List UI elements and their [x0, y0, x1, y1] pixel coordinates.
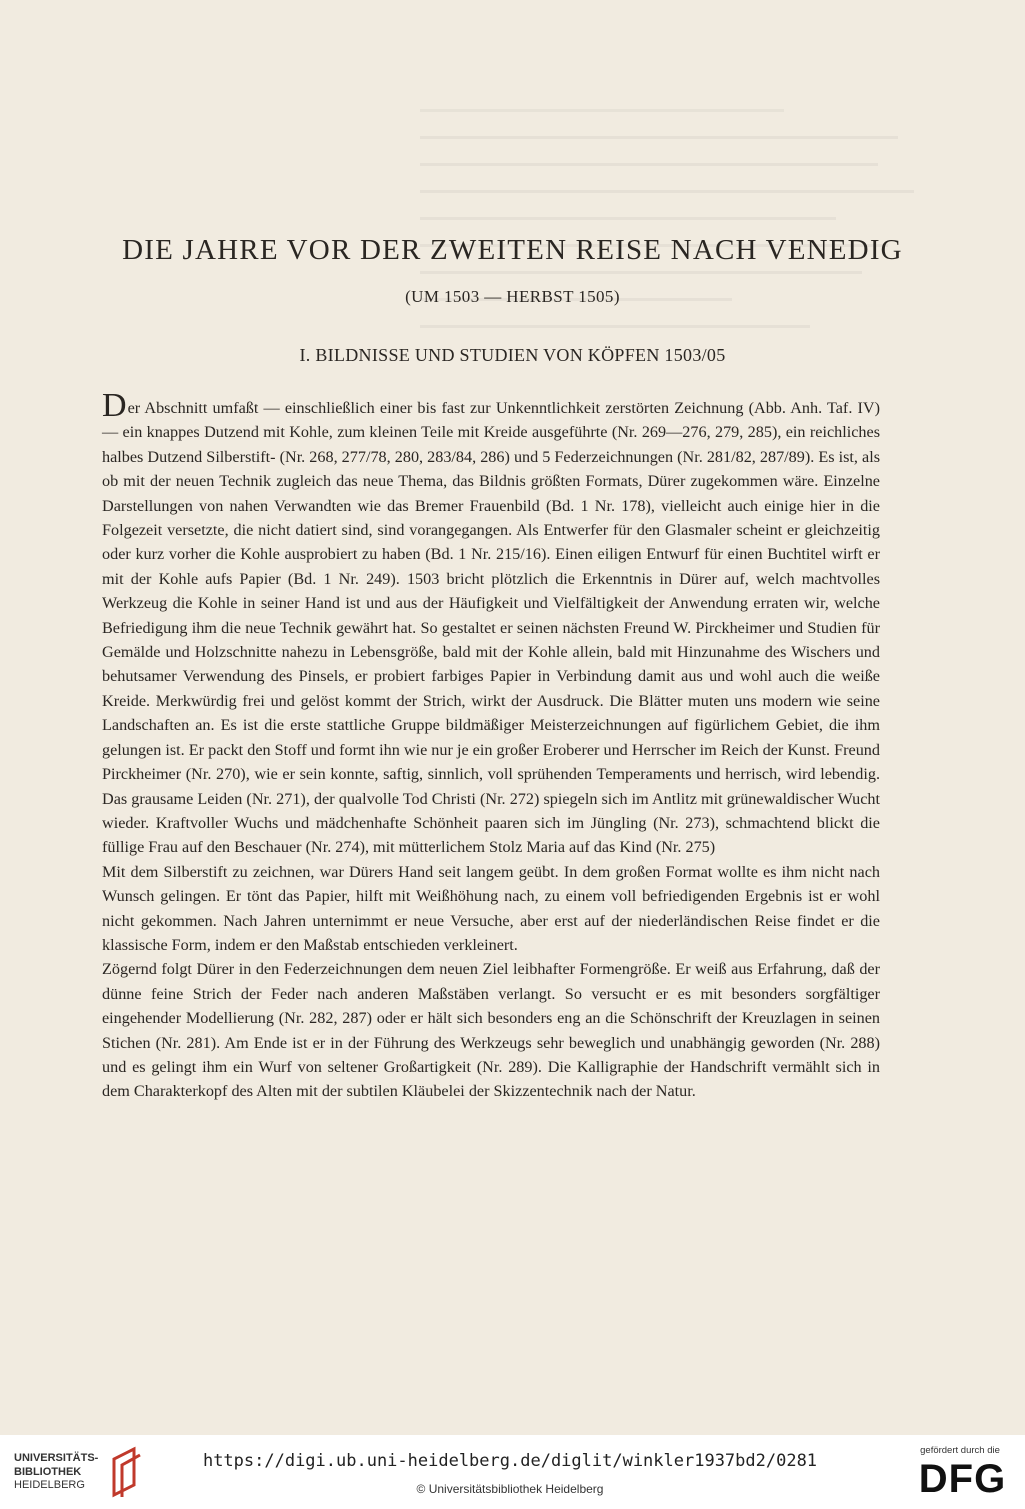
- library-logo-icon: [104, 1445, 144, 1501]
- paragraph: Mit dem Silberstift zu zeichnen, war Dürers Hand seit langem geübt. In dem großen Format wollte es ihm nicht nach Wunsch gelingen. Er tönt das Papier, hilft mit Weißhöhung nach, zu einem voll befriedigenden Ergebnis ist er wohl nicht gekommen. Nach Jahren unternimmt er neue Versuche, aber erst auf der niederländischen Reise findet er die klassische Form, indem er den Maßstab entschieden verkleinert.: [102, 862, 880, 954]
- library-name-line2: BIBLIOTHEK: [14, 1465, 82, 1478]
- library-name-line1: UNIVERSITÄTS-: [14, 1452, 99, 1464]
- drop-cap: D: [102, 387, 127, 424]
- funded-by-label: gefördert durch die: [920, 1445, 1000, 1456]
- library-logo-text: [14, 1452, 98, 1493]
- page-title: DIE JAHRE VOR DER ZWEITEN REISE NACH VENEDIG: [122, 234, 903, 266]
- library-name-line3: HEIDELBERG: [14, 1479, 85, 1491]
- paragraph: [102, 387, 880, 860]
- copyright-notice: © Universitätsbibliothek Heidelberg: [416, 1482, 604, 1496]
- body-text: [102, 387, 880, 1104]
- section-heading: I. BILDNISSE UND STUDIEN VON KÖPFEN 1503/05: [299, 345, 726, 365]
- footer-bar: [0, 1435, 1025, 1509]
- paragraph-text: er Abschnitt umfaßt — einschließlich einer bis fast zur Unkenntlichkeit zerstörten Zeichnung (Abb. Anh. Taf. IV) — ein knappes Dutzend mit Kohle, zum kleinen Teile mit Kreide ausgeführte (Nr. 269—276, 279, 285), ein reichliches halbes Dutzend Silberstift- (Nr. 268, 277/78, 280, 283/84, 286) und 5 Federzeichnungen (Nr. 281/82, 287/89). Es ist, als ob mit der neuen Technik zugleich das neue Thema, das Bildnis größten Formats, Dürer zugekommen wäre. Einzelne Darstellungen von nahen Verwandten wie das Bremer Frauenbild (Bd. 1 Nr. 178), vielleicht auch einige hier in die Folgezeit versetzte, die nicht datiert sind, sind vorangegangen. Als Entwerfer für den Glasmaler scheint er gleichzeitig oder kurz vorher die Kohle ausprobiert zu haben (Bd. 1 Nr. 215/16). Einen eiligen Entwurf für einen Buchtitel wirft er mit der Kohle aufs Papier (Bd. 1 Nr. 249). 1503 bricht plötzlich die Erkenntnis in Dürer auf, welch machtvolles Werkzeug die Kohle in seiner Hand ist und aus der Häufigkeit und Vielfältigkeit der Anwendung erraten wir, welche Befriedigung ihm die neue Technik gewährt hat. So gestaltet er seinen nächsten Freund W. Pirckheimer und Studien für Gemälde und Holzschnitte nahezu in Lebensgröße, bald mit der Kohle allein, bald mit Hinzunahme des Wischers und behutsamer Verwendung des Pinsels, er probiert farbiges Papier in Verbindung damit aus und wohl auch die weiße Kreide. Merkwürdig frei und gelöst kommt der Strich, wirkt der Ausdruck. Die Blätter muten uns modern wie seine Landschaften an. Es ist die erste stattliche Gruppe bildmäßiger Meisterzeichnungen auf figürlichem Gebiet, die ihm gelungen ist. Er packt den Stoff und formt ihn wie nur je ein großer Eroberer und Herrscher im Reich der Kunst. Freund Pirckheimer (Nr. 270), wie er sein konnte, saftig, sinnlich, voll sprühenden Temperaments und herrisch, wird lebendig. Das grausame Leiden (Nr. 271), der qualvolle Tod Christi (Nr. 272) spiegeln sich im Antlitz mit grünewaldischer Wucht wieder. Kraftvoller Wuchs und mädchenhafte Schönheit paaren sich im Jüngling (Nr. 273), schmachtend blickt die füllige Frau auf den Beschauer (Nr. 274), mit mütterlichem Stolz Maria auf das Kind (Nr. 275): [102, 399, 880, 857]
- dfg-logo: DFG: [918, 1457, 1007, 1501]
- permalink-url[interactable]: https://digi.ub.uni-heidelberg.de/diglit/winkler1937bd2/0281: [202, 1451, 818, 1471]
- page-subtitle: (UM 1503 — HERBST 1505): [405, 287, 620, 306]
- paragraph: Zögernd folgt Dürer in den Federzeichnungen dem neuen Ziel leibhafter Formengröße. Er weiß aus Erfahrung, daß der dünne feine Strich der Feder nach anderen Maßstäben verlangt. So versucht er es mit besonders sorgfältiger eingehender Modellierung (Nr. 282, 287) oder er hält sich besonders eng an die Schönschrift der Kreuzlagen in seinen Stichen (Nr. 281). Am Ende ist er in der Führung des Werkzeugs sehr beweglich und unabhängig geworden (Nr. 288) und es gelingt ihm ein Wurf von seltener Großartigkeit (Nr. 289). Die Kalligraphie der Handschrift vermählt sich in dem Charakterkopf des Alten mit der subtilen Kläubelei der Skizzentechnik nach der Natur.: [102, 960, 880, 1101]
